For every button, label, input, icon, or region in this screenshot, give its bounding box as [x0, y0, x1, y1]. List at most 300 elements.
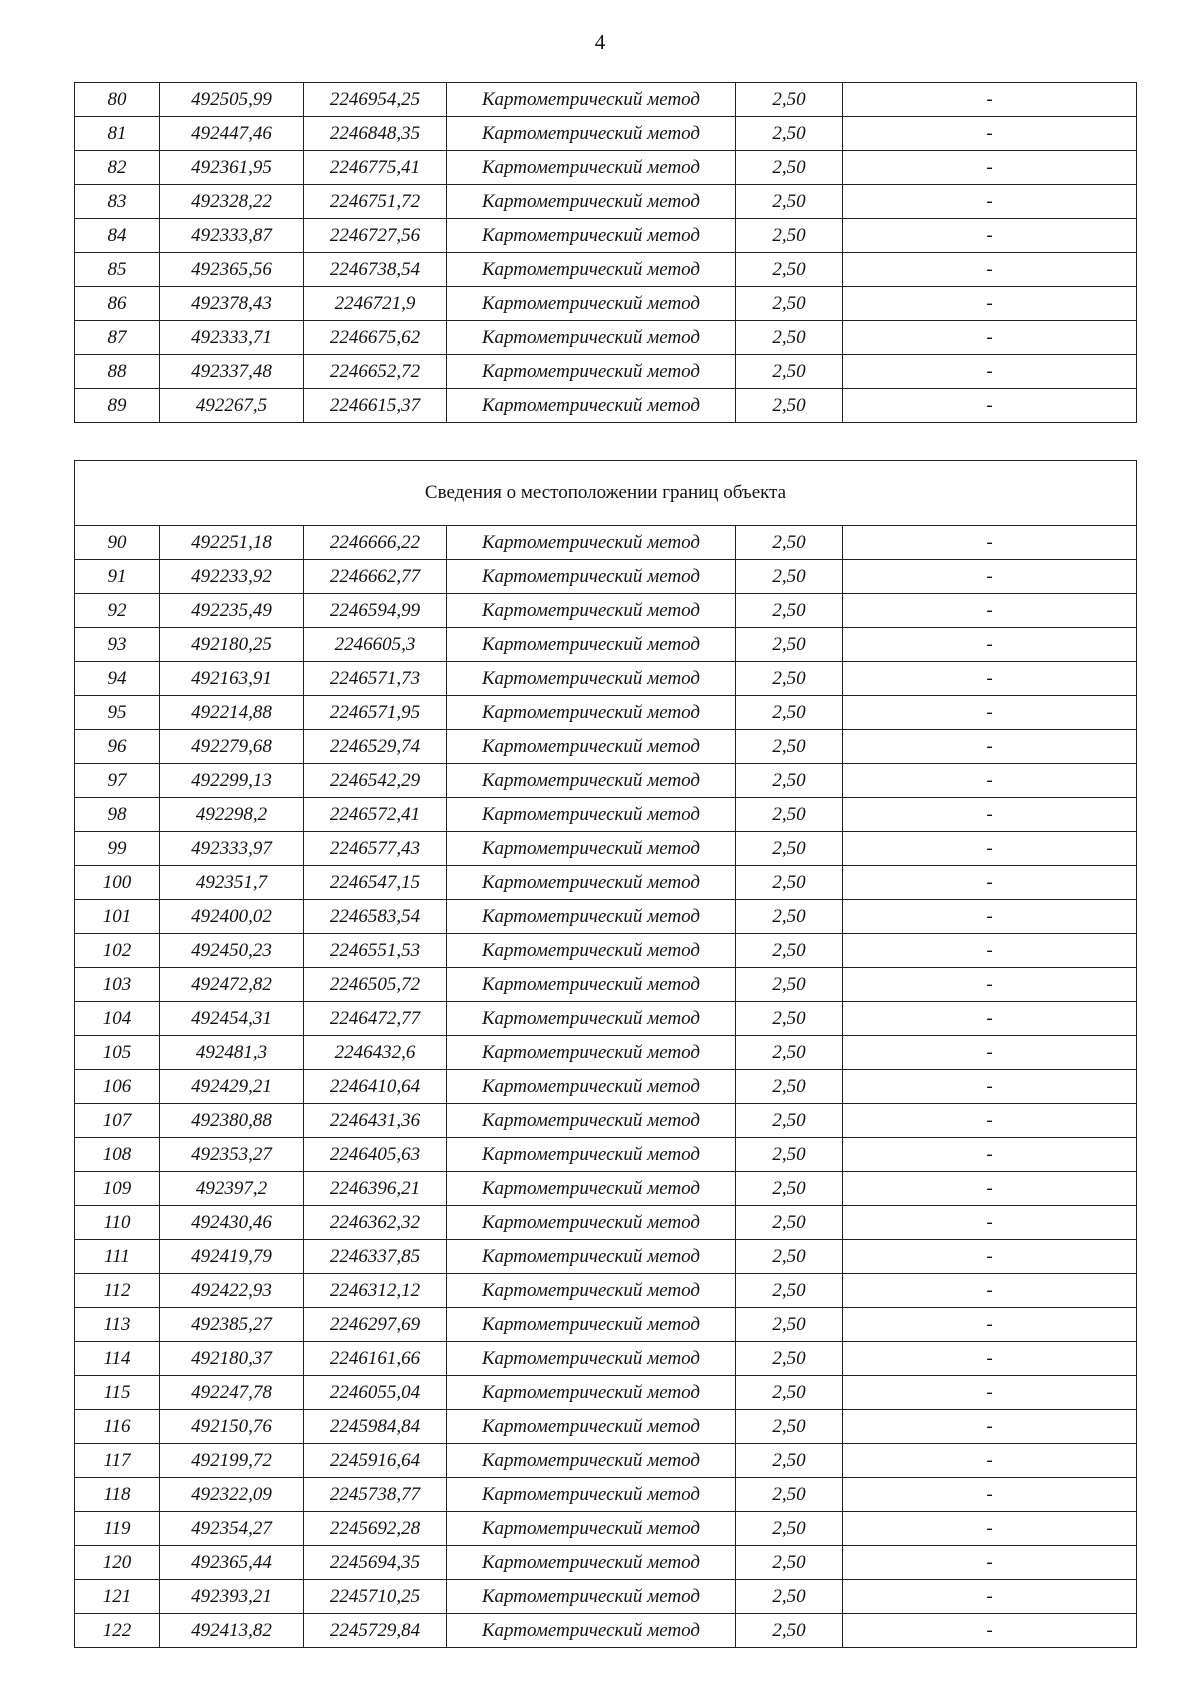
accuracy-cell: 2,50	[736, 560, 843, 594]
table-row	[75, 526, 1137, 560]
description-cell: -	[843, 1308, 1137, 1342]
x-coordinate-cell: 492351,7	[160, 866, 304, 900]
y-coordinate-cell: 2246775,41	[304, 151, 447, 185]
x-coordinate-cell: 492233,92	[160, 560, 304, 594]
description-cell: -	[843, 1580, 1137, 1614]
y-coordinate-cell: 2246161,66	[304, 1342, 447, 1376]
table-row	[75, 1614, 1137, 1648]
table-row	[75, 185, 1137, 219]
x-coordinate-cell: 492180,25	[160, 628, 304, 662]
method-cell: Картометрический метод	[447, 185, 736, 219]
y-coordinate-cell: 2246721,9	[304, 287, 447, 321]
accuracy-cell: 2,50	[736, 1104, 843, 1138]
accuracy-cell: 2,50	[736, 1512, 843, 1546]
point-number-cell: 87	[75, 321, 160, 355]
method-cell: Картометрический метод	[447, 1240, 736, 1274]
accuracy-cell: 2,50	[736, 1614, 843, 1648]
y-coordinate-cell: 2246547,15	[304, 866, 447, 900]
x-coordinate-cell: 492279,68	[160, 730, 304, 764]
accuracy-cell: 2,50	[736, 1478, 843, 1512]
description-cell: -	[843, 764, 1137, 798]
method-cell: Картометрический метод	[447, 1002, 736, 1036]
table-row	[75, 117, 1137, 151]
description-cell: -	[843, 1206, 1137, 1240]
point-number-cell: 81	[75, 117, 160, 151]
method-cell: Картометрический метод	[447, 1172, 736, 1206]
description-cell: -	[843, 1172, 1137, 1206]
point-number-cell: 120	[75, 1546, 160, 1580]
table-row	[75, 1546, 1137, 1580]
table-row	[75, 1240, 1137, 1274]
table-row	[75, 1206, 1137, 1240]
method-cell: Картометрический метод	[447, 389, 736, 423]
accuracy-cell: 2,50	[736, 355, 843, 389]
method-cell: Картометрический метод	[447, 900, 736, 934]
y-coordinate-cell: 2246662,77	[304, 560, 447, 594]
point-number-cell: 86	[75, 287, 160, 321]
y-coordinate-cell: 2245692,28	[304, 1512, 447, 1546]
point-number-cell: 119	[75, 1512, 160, 1546]
x-coordinate-cell: 492235,49	[160, 594, 304, 628]
description-cell: -	[843, 1410, 1137, 1444]
y-coordinate-cell: 2246505,72	[304, 968, 447, 1002]
table-row	[75, 968, 1137, 1002]
y-coordinate-cell: 2246727,56	[304, 219, 447, 253]
method-cell: Картометрический метод	[447, 287, 736, 321]
description-cell: -	[843, 1614, 1137, 1648]
description-cell: -	[843, 696, 1137, 730]
y-coordinate-cell: 2246751,72	[304, 185, 447, 219]
accuracy-cell: 2,50	[736, 1240, 843, 1274]
accuracy-cell: 2,50	[736, 1274, 843, 1308]
description-cell: -	[843, 526, 1137, 560]
description-cell: -	[843, 1036, 1137, 1070]
section-title: Сведения о местоположении границ объекта	[75, 461, 1137, 526]
method-cell: Картометрический метод	[447, 764, 736, 798]
point-number-cell: 93	[75, 628, 160, 662]
description-cell: -	[843, 900, 1137, 934]
table-row	[75, 832, 1137, 866]
accuracy-cell: 2,50	[736, 730, 843, 764]
y-coordinate-cell: 2246410,64	[304, 1070, 447, 1104]
description-cell: -	[843, 730, 1137, 764]
accuracy-cell: 2,50	[736, 866, 843, 900]
accuracy-cell: 2,50	[736, 185, 843, 219]
method-cell: Картометрический метод	[447, 1274, 736, 1308]
y-coordinate-cell: 2245916,64	[304, 1444, 447, 1478]
table-row	[75, 1070, 1137, 1104]
y-coordinate-cell: 2246542,29	[304, 764, 447, 798]
method-cell: Картометрический метод	[447, 1444, 736, 1478]
x-coordinate-cell: 492397,2	[160, 1172, 304, 1206]
y-coordinate-cell: 2246666,22	[304, 526, 447, 560]
accuracy-cell: 2,50	[736, 1138, 843, 1172]
point-number-cell: 95	[75, 696, 160, 730]
y-coordinate-cell: 2246337,85	[304, 1240, 447, 1274]
accuracy-cell: 2,50	[736, 219, 843, 253]
accuracy-cell: 2,50	[736, 117, 843, 151]
description-cell: -	[843, 1546, 1137, 1580]
table-row	[75, 866, 1137, 900]
description-cell: -	[843, 866, 1137, 900]
y-coordinate-cell: 2246615,37	[304, 389, 447, 423]
table-row	[75, 253, 1137, 287]
method-cell: Картометрический метод	[447, 730, 736, 764]
point-number-cell: 98	[75, 798, 160, 832]
description-cell: -	[843, 185, 1137, 219]
description-cell: -	[843, 968, 1137, 1002]
accuracy-cell: 2,50	[736, 696, 843, 730]
description-cell: -	[843, 1138, 1137, 1172]
x-coordinate-cell: 492328,22	[160, 185, 304, 219]
table-row	[75, 83, 1137, 117]
x-coordinate-cell: 492361,95	[160, 151, 304, 185]
method-cell: Картометрический метод	[447, 696, 736, 730]
x-coordinate-cell: 492299,13	[160, 764, 304, 798]
x-coordinate-cell: 492214,88	[160, 696, 304, 730]
x-coordinate-cell: 492150,76	[160, 1410, 304, 1444]
x-coordinate-cell: 492365,56	[160, 253, 304, 287]
y-coordinate-cell: 2246605,3	[304, 628, 447, 662]
y-coordinate-cell: 2246551,53	[304, 934, 447, 968]
coordinates-table-2-body	[75, 526, 1137, 1648]
y-coordinate-cell: 2246472,77	[304, 1002, 447, 1036]
description-cell: -	[843, 1274, 1137, 1308]
description-cell: -	[843, 1240, 1137, 1274]
y-coordinate-cell: 2246432,6	[304, 1036, 447, 1070]
description-cell: -	[843, 594, 1137, 628]
y-coordinate-cell: 2246954,25	[304, 83, 447, 117]
table-row	[75, 798, 1137, 832]
table-row	[75, 934, 1137, 968]
point-number-cell: 122	[75, 1614, 160, 1648]
y-coordinate-cell: 2245710,25	[304, 1580, 447, 1614]
point-number-cell: 97	[75, 764, 160, 798]
table-row	[75, 900, 1137, 934]
table-row	[75, 1172, 1137, 1206]
point-number-cell: 114	[75, 1342, 160, 1376]
table-row	[75, 1002, 1137, 1036]
x-coordinate-cell: 492333,97	[160, 832, 304, 866]
description-cell: -	[843, 219, 1137, 253]
accuracy-cell: 2,50	[736, 1036, 843, 1070]
table-row	[75, 764, 1137, 798]
x-coordinate-cell: 492354,27	[160, 1512, 304, 1546]
table-row	[75, 1444, 1137, 1478]
method-cell: Картометрический метод	[447, 83, 736, 117]
table-row	[75, 1512, 1137, 1546]
table-row	[75, 730, 1137, 764]
description-cell: -	[843, 1070, 1137, 1104]
method-cell: Картометрический метод	[447, 1512, 736, 1546]
description-cell: -	[843, 1342, 1137, 1376]
point-number-cell: 90	[75, 526, 160, 560]
table-row	[75, 1478, 1137, 1512]
y-coordinate-cell: 2246652,72	[304, 355, 447, 389]
table-row	[75, 662, 1137, 696]
y-coordinate-cell: 2246297,69	[304, 1308, 447, 1342]
point-number-cell: 85	[75, 253, 160, 287]
coordinates-table-2	[74, 460, 1137, 1648]
y-coordinate-cell: 2246571,95	[304, 696, 447, 730]
x-coordinate-cell: 492472,82	[160, 968, 304, 1002]
y-coordinate-cell: 2246431,36	[304, 1104, 447, 1138]
x-coordinate-cell: 492450,23	[160, 934, 304, 968]
accuracy-cell: 2,50	[736, 1376, 843, 1410]
page-number: 4	[594, 30, 606, 54]
accuracy-cell: 2,50	[736, 83, 843, 117]
method-cell: Картометрический метод	[447, 662, 736, 696]
method-cell: Картометрический метод	[447, 832, 736, 866]
accuracy-cell: 2,50	[736, 1444, 843, 1478]
description-cell: -	[843, 83, 1137, 117]
table-row	[75, 355, 1137, 389]
method-cell: Картометрический метод	[447, 253, 736, 287]
point-number-cell: 110	[75, 1206, 160, 1240]
method-cell: Картометрический метод	[447, 934, 736, 968]
y-coordinate-cell: 2246738,54	[304, 253, 447, 287]
accuracy-cell: 2,50	[736, 1002, 843, 1036]
description-cell: -	[843, 151, 1137, 185]
description-cell: -	[843, 287, 1137, 321]
x-coordinate-cell: 492413,82	[160, 1614, 304, 1648]
point-number-cell: 111	[75, 1240, 160, 1274]
accuracy-cell: 2,50	[736, 1546, 843, 1580]
point-number-cell: 117	[75, 1444, 160, 1478]
accuracy-cell: 2,50	[736, 1410, 843, 1444]
section-header-row	[75, 461, 1137, 526]
description-cell: -	[843, 117, 1137, 151]
x-coordinate-cell: 492430,46	[160, 1206, 304, 1240]
x-coordinate-cell: 492454,31	[160, 1002, 304, 1036]
y-coordinate-cell: 2246405,63	[304, 1138, 447, 1172]
description-cell: -	[843, 321, 1137, 355]
accuracy-cell: 2,50	[736, 287, 843, 321]
table-row	[75, 1410, 1137, 1444]
y-coordinate-cell: 2246529,74	[304, 730, 447, 764]
x-coordinate-cell: 492267,5	[160, 389, 304, 423]
method-cell: Картометрический метод	[447, 219, 736, 253]
point-number-cell: 83	[75, 185, 160, 219]
y-coordinate-cell: 2246572,41	[304, 798, 447, 832]
method-cell: Картометрический метод	[447, 1342, 736, 1376]
method-cell: Картометрический метод	[447, 321, 736, 355]
point-number-cell: 106	[75, 1070, 160, 1104]
description-cell: -	[843, 1444, 1137, 1478]
accuracy-cell: 2,50	[736, 389, 843, 423]
y-coordinate-cell: 2245694,35	[304, 1546, 447, 1580]
x-coordinate-cell: 492298,2	[160, 798, 304, 832]
y-coordinate-cell: 2246571,73	[304, 662, 447, 696]
method-cell: Картометрический метод	[447, 594, 736, 628]
method-cell: Картометрический метод	[447, 1478, 736, 1512]
point-number-cell: 105	[75, 1036, 160, 1070]
point-number-cell: 121	[75, 1580, 160, 1614]
accuracy-cell: 2,50	[736, 662, 843, 696]
method-cell: Картометрический метод	[447, 526, 736, 560]
accuracy-cell: 2,50	[736, 1342, 843, 1376]
x-coordinate-cell: 492505,99	[160, 83, 304, 117]
x-coordinate-cell: 492353,27	[160, 1138, 304, 1172]
point-number-cell: 82	[75, 151, 160, 185]
description-cell: -	[843, 934, 1137, 968]
method-cell: Картометрический метод	[447, 1138, 736, 1172]
point-number-cell: 112	[75, 1274, 160, 1308]
x-coordinate-cell: 492333,71	[160, 321, 304, 355]
y-coordinate-cell: 2246396,21	[304, 1172, 447, 1206]
x-coordinate-cell: 492247,78	[160, 1376, 304, 1410]
coordinates-table-1	[74, 82, 1137, 423]
point-number-cell: 118	[75, 1478, 160, 1512]
point-number-cell: 94	[75, 662, 160, 696]
description-cell: -	[843, 662, 1137, 696]
description-cell: -	[843, 560, 1137, 594]
method-cell: Картометрический метод	[447, 1036, 736, 1070]
point-number-cell: 109	[75, 1172, 160, 1206]
x-coordinate-cell: 492337,48	[160, 355, 304, 389]
description-cell: -	[843, 355, 1137, 389]
method-cell: Картометрический метод	[447, 1206, 736, 1240]
x-coordinate-cell: 492322,09	[160, 1478, 304, 1512]
method-cell: Картометрический метод	[447, 1308, 736, 1342]
method-cell: Картометрический метод	[447, 866, 736, 900]
point-number-cell: 101	[75, 900, 160, 934]
point-number-cell: 116	[75, 1410, 160, 1444]
table-row	[75, 1104, 1137, 1138]
description-cell: -	[843, 798, 1137, 832]
x-coordinate-cell: 492419,79	[160, 1240, 304, 1274]
point-number-cell: 84	[75, 219, 160, 253]
point-number-cell: 113	[75, 1308, 160, 1342]
y-coordinate-cell: 2246312,12	[304, 1274, 447, 1308]
description-cell: -	[843, 1104, 1137, 1138]
coordinates-table-1-body	[75, 83, 1137, 423]
description-cell: -	[843, 1478, 1137, 1512]
y-coordinate-cell: 2246362,32	[304, 1206, 447, 1240]
y-coordinate-cell: 2245984,84	[304, 1410, 447, 1444]
description-cell: -	[843, 389, 1137, 423]
method-cell: Картометрический метод	[447, 1580, 736, 1614]
method-cell: Картометрический метод	[447, 1614, 736, 1648]
accuracy-cell: 2,50	[736, 1070, 843, 1104]
table-row	[75, 389, 1137, 423]
table-row	[75, 1308, 1137, 1342]
accuracy-cell: 2,50	[736, 1172, 843, 1206]
point-number-cell: 100	[75, 866, 160, 900]
table-row	[75, 1376, 1137, 1410]
x-coordinate-cell: 492481,3	[160, 1036, 304, 1070]
point-number-cell: 88	[75, 355, 160, 389]
table-row	[75, 151, 1137, 185]
x-coordinate-cell: 492393,21	[160, 1580, 304, 1614]
method-cell: Картометрический метод	[447, 798, 736, 832]
point-number-cell: 108	[75, 1138, 160, 1172]
x-coordinate-cell: 492400,02	[160, 900, 304, 934]
x-coordinate-cell: 492365,44	[160, 1546, 304, 1580]
method-cell: Картометрический метод	[447, 355, 736, 389]
point-number-cell: 107	[75, 1104, 160, 1138]
table-row	[75, 1138, 1137, 1172]
method-cell: Картометрический метод	[447, 1546, 736, 1580]
table-row	[75, 1036, 1137, 1070]
x-coordinate-cell: 492447,46	[160, 117, 304, 151]
point-number-cell: 91	[75, 560, 160, 594]
x-coordinate-cell: 492380,88	[160, 1104, 304, 1138]
table-row	[75, 628, 1137, 662]
y-coordinate-cell: 2246675,62	[304, 321, 447, 355]
accuracy-cell: 2,50	[736, 526, 843, 560]
x-coordinate-cell: 492385,27	[160, 1308, 304, 1342]
point-number-cell: 103	[75, 968, 160, 1002]
point-number-cell: 104	[75, 1002, 160, 1036]
x-coordinate-cell: 492422,93	[160, 1274, 304, 1308]
description-cell: -	[843, 253, 1137, 287]
accuracy-cell: 2,50	[736, 900, 843, 934]
y-coordinate-cell: 2246583,54	[304, 900, 447, 934]
table-row	[75, 219, 1137, 253]
table-row	[75, 321, 1137, 355]
accuracy-cell: 2,50	[736, 934, 843, 968]
method-cell: Картометрический метод	[447, 151, 736, 185]
accuracy-cell: 2,50	[736, 321, 843, 355]
x-coordinate-cell: 492378,43	[160, 287, 304, 321]
point-number-cell: 80	[75, 83, 160, 117]
method-cell: Картометрический метод	[447, 1376, 736, 1410]
accuracy-cell: 2,50	[736, 1580, 843, 1614]
method-cell: Картометрический метод	[447, 117, 736, 151]
point-number-cell: 115	[75, 1376, 160, 1410]
point-number-cell: 99	[75, 832, 160, 866]
description-cell: -	[843, 832, 1137, 866]
table-row	[75, 696, 1137, 730]
y-coordinate-cell: 2246055,04	[304, 1376, 447, 1410]
point-number-cell: 102	[75, 934, 160, 968]
accuracy-cell: 2,50	[736, 798, 843, 832]
accuracy-cell: 2,50	[736, 968, 843, 1002]
method-cell: Картометрический метод	[447, 1410, 736, 1444]
accuracy-cell: 2,50	[736, 151, 843, 185]
method-cell: Картометрический метод	[447, 560, 736, 594]
accuracy-cell: 2,50	[736, 628, 843, 662]
y-coordinate-cell: 2245729,84	[304, 1614, 447, 1648]
table-row	[75, 560, 1137, 594]
table-row	[75, 1342, 1137, 1376]
accuracy-cell: 2,50	[736, 832, 843, 866]
accuracy-cell: 2,50	[736, 1206, 843, 1240]
method-cell: Картометрический метод	[447, 628, 736, 662]
point-number-cell: 92	[75, 594, 160, 628]
x-coordinate-cell: 492180,37	[160, 1342, 304, 1376]
x-coordinate-cell: 492199,72	[160, 1444, 304, 1478]
y-coordinate-cell: 2246577,43	[304, 832, 447, 866]
table-row	[75, 594, 1137, 628]
description-cell: -	[843, 628, 1137, 662]
point-number-cell: 89	[75, 389, 160, 423]
accuracy-cell: 2,50	[736, 1308, 843, 1342]
point-number-cell: 96	[75, 730, 160, 764]
accuracy-cell: 2,50	[736, 594, 843, 628]
y-coordinate-cell: 2246594,99	[304, 594, 447, 628]
table-row	[75, 287, 1137, 321]
method-cell: Картометрический метод	[447, 968, 736, 1002]
y-coordinate-cell: 2245738,77	[304, 1478, 447, 1512]
description-cell: -	[843, 1002, 1137, 1036]
y-coordinate-cell: 2246848,35	[304, 117, 447, 151]
table-row	[75, 1580, 1137, 1614]
description-cell: -	[843, 1376, 1137, 1410]
accuracy-cell: 2,50	[736, 764, 843, 798]
method-cell: Картометрический метод	[447, 1104, 736, 1138]
